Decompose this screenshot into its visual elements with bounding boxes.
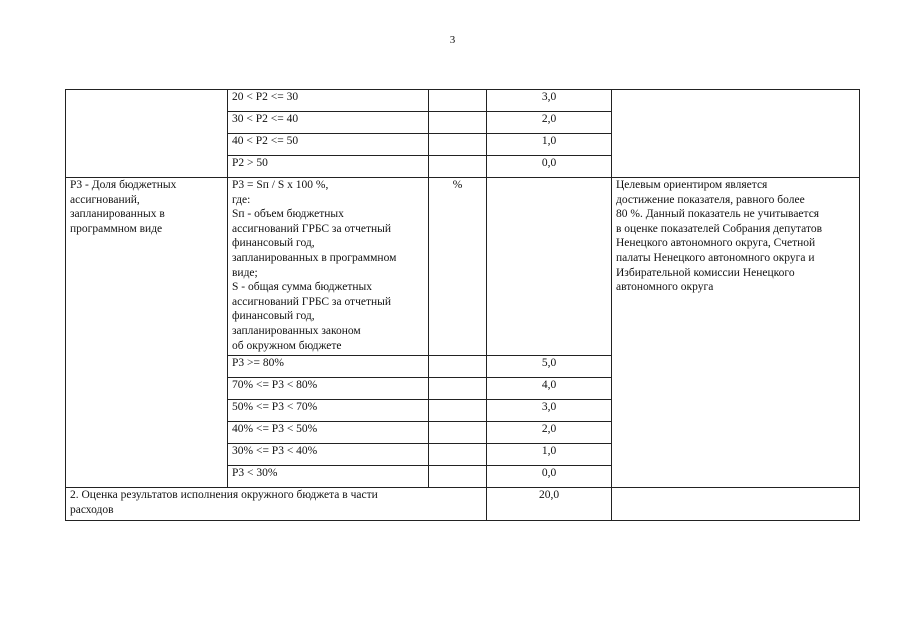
unit-cell — [429, 378, 487, 400]
unit-cell — [429, 134, 487, 156]
unit-cell: % — [429, 178, 487, 356]
unit-cell — [429, 356, 487, 378]
unit-cell — [429, 90, 487, 112]
points-cell — [487, 178, 612, 356]
unit-cell — [429, 400, 487, 422]
criterion-name-cell — [66, 90, 228, 178]
points-cell: 4,0 — [487, 378, 612, 400]
condition-cell: 30 < P2 <= 40 — [228, 112, 429, 134]
condition-cell: P2 > 50 — [228, 156, 429, 178]
condition-cell: 40% <= P3 < 50% — [228, 422, 429, 444]
note-cell: Целевым ориентиром является достижение показателя, равного более 80 %. Данный показатель не учитывается в оценке показателей Собрания депутатов Ненецкого автономного округа, Счетной палаты Ненецкого автономного округа и Избирательной комиссии Ненецкого автономного округа — [612, 178, 860, 488]
unit-cell — [429, 466, 487, 488]
points-cell: 0,0 — [487, 466, 612, 488]
table-row — [66, 178, 860, 356]
page-number: 3 — [449, 34, 456, 46]
points-cell: 1,0 — [487, 134, 612, 156]
formula-cell: P3 = Sп / S x 100 %, где: Sп - объем бюджетных ассигнований ГРБС за отчетный финансовый год, запланированных в программном виде; S - общая сумма бюджетных ассигнований ГРБС за отчетный финансовый год, запланированных законом об окружном бюджете — [228, 178, 429, 356]
condition-cell: 70% <= P3 < 80% — [228, 378, 429, 400]
points-cell: 1,0 — [487, 444, 612, 466]
condition-cell: P3 >= 80% — [228, 356, 429, 378]
table-row — [66, 90, 860, 112]
unit-cell — [429, 112, 487, 134]
points-cell: 5,0 — [487, 356, 612, 378]
condition-cell: 30% <= P3 < 40% — [228, 444, 429, 466]
section-points-cell: 20,0 — [487, 488, 612, 521]
condition-cell: 20 < P2 <= 30 — [228, 90, 429, 112]
note-cell — [612, 488, 860, 521]
condition-cell: 50% <= P3 < 70% — [228, 400, 429, 422]
points-cell: 2,0 — [487, 422, 612, 444]
criterion-name-cell: P3 - Доля бюджетных ассигнований, запланированных в программном виде — [66, 178, 228, 488]
condition-cell: 40 < P2 <= 50 — [228, 134, 429, 156]
unit-cell — [429, 422, 487, 444]
section-title-cell: 2. Оценка результатов исполнения окружного бюджета в части расходов — [66, 488, 487, 521]
note-cell — [612, 90, 860, 178]
points-cell: 3,0 — [487, 400, 612, 422]
criteria-table — [65, 89, 860, 521]
points-cell: 2,0 — [487, 112, 612, 134]
points-cell: 3,0 — [487, 90, 612, 112]
unit-cell — [429, 444, 487, 466]
points-cell: 0,0 — [487, 156, 612, 178]
section-total-row — [66, 488, 860, 521]
unit-cell — [429, 156, 487, 178]
condition-cell: P3 < 30% — [228, 466, 429, 488]
